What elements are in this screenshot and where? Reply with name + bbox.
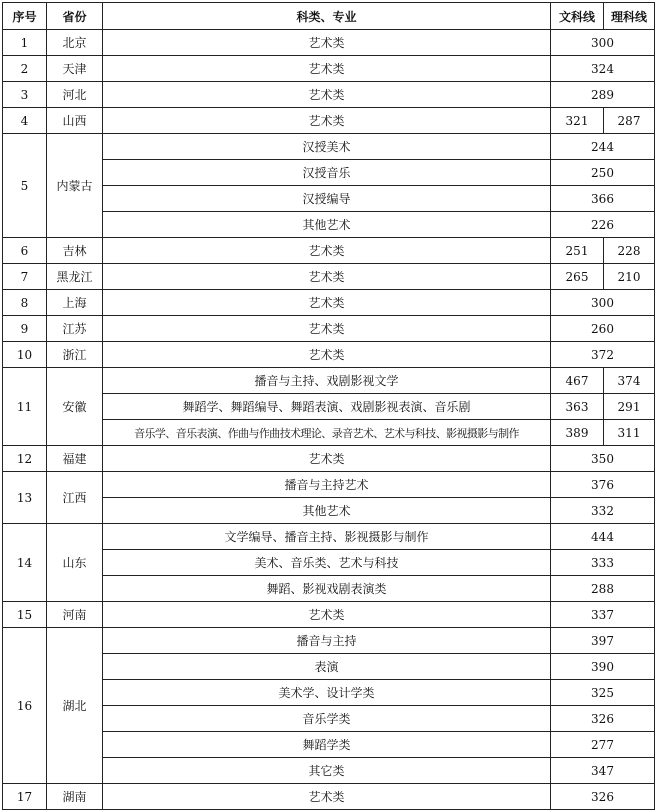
subject-cell: 汉授音乐 (103, 160, 551, 186)
header-arts-line: 文科线 (551, 3, 604, 30)
score-cell: 376 (551, 472, 655, 498)
province-cell: 安徽 (47, 368, 103, 446)
score-cell: 366 (551, 186, 655, 212)
subject-cell: 艺术类 (103, 316, 551, 342)
subject-cell: 艺术类 (103, 342, 551, 368)
province-cell: 江西 (47, 472, 103, 524)
header-no: 序号 (3, 3, 47, 30)
row-number: 3 (3, 82, 47, 108)
province-cell: 湖北 (47, 628, 103, 784)
score-cell: 397 (551, 628, 655, 654)
province-cell: 湖南 (47, 784, 103, 810)
row-number: 14 (3, 524, 47, 602)
arts-score-cell: 467 (551, 368, 604, 394)
row-number: 6 (3, 238, 47, 264)
arts-score-cell: 265 (551, 264, 604, 290)
score-cell: 277 (551, 732, 655, 758)
province-cell: 浙江 (47, 342, 103, 368)
science-score-cell: 311 (604, 420, 655, 446)
subject-cell: 艺术类 (103, 56, 551, 82)
subject-cell: 表演 (103, 654, 551, 680)
province-cell: 江苏 (47, 316, 103, 342)
subject-cell: 音乐学类 (103, 706, 551, 732)
score-cell: 226 (551, 212, 655, 238)
row-number: 9 (3, 316, 47, 342)
row-number: 1 (3, 30, 47, 56)
province-cell: 吉林 (47, 238, 103, 264)
row-number: 8 (3, 290, 47, 316)
subject-cell: 艺术类 (103, 290, 551, 316)
arts-score-cell: 389 (551, 420, 604, 446)
subject-cell: 艺术类 (103, 82, 551, 108)
score-cell: 444 (551, 524, 655, 550)
header-subject: 科类、专业 (103, 3, 551, 30)
score-cell: 324 (551, 56, 655, 82)
subject-cell: 美术学、设计学类 (103, 680, 551, 706)
science-score-cell: 228 (604, 238, 655, 264)
table-row (3, 134, 655, 160)
subject-cell: 艺术类 (103, 108, 551, 134)
arts-score-cell: 363 (551, 394, 604, 420)
province-cell: 河南 (47, 602, 103, 628)
header-province: 省份 (47, 3, 103, 30)
table-row (3, 342, 655, 368)
science-score-cell: 287 (604, 108, 655, 134)
table-row (3, 108, 655, 134)
table-row (3, 238, 655, 264)
row-number: 16 (3, 628, 47, 784)
score-table (2, 2, 655, 810)
subject-cell: 艺术类 (103, 238, 551, 264)
score-cell: 372 (551, 342, 655, 368)
row-number: 17 (3, 784, 47, 810)
province-cell: 福建 (47, 446, 103, 472)
score-cell: 289 (551, 82, 655, 108)
row-number: 2 (3, 56, 47, 82)
subject-cell: 音乐学、音乐表演、作曲与作曲技术理论、录音艺术、艺术与科技、影视摄影与制作 (103, 420, 551, 446)
science-score-cell: 374 (604, 368, 655, 394)
table-row (3, 290, 655, 316)
subject-cell: 艺术类 (103, 30, 551, 56)
row-number: 11 (3, 368, 47, 446)
arts-score-cell: 321 (551, 108, 604, 134)
row-number: 10 (3, 342, 47, 368)
province-cell: 内蒙古 (47, 134, 103, 238)
science-score-cell: 291 (604, 394, 655, 420)
header-row (3, 3, 655, 30)
score-table-container (2, 2, 654, 810)
header-science-line: 理科线 (604, 3, 655, 30)
subject-cell: 播音与主持 (103, 628, 551, 654)
table-row (3, 628, 655, 654)
row-number: 7 (3, 264, 47, 290)
province-cell: 山西 (47, 108, 103, 134)
score-cell: 244 (551, 134, 655, 160)
province-cell: 山东 (47, 524, 103, 602)
score-cell: 325 (551, 680, 655, 706)
row-number: 15 (3, 602, 47, 628)
score-cell: 300 (551, 290, 655, 316)
score-cell: 288 (551, 576, 655, 602)
subject-cell: 播音与主持、戏剧影视文学 (103, 368, 551, 394)
table-row (3, 472, 655, 498)
table-body (3, 30, 655, 810)
subject-cell: 汉授美术 (103, 134, 551, 160)
table-row (3, 524, 655, 550)
subject-cell: 舞蹈、影视戏剧表演类 (103, 576, 551, 602)
score-cell: 337 (551, 602, 655, 628)
subject-cell: 舞蹈学类 (103, 732, 551, 758)
score-cell: 350 (551, 446, 655, 472)
score-cell: 326 (551, 706, 655, 732)
province-cell: 北京 (47, 30, 103, 56)
table-row (3, 602, 655, 628)
row-number: 12 (3, 446, 47, 472)
science-score-cell: 210 (604, 264, 655, 290)
table-row (3, 56, 655, 82)
province-cell: 黑龙江 (47, 264, 103, 290)
subject-cell: 其他艺术 (103, 212, 551, 238)
subject-cell: 舞蹈学、舞蹈编导、舞蹈表演、戏剧影视表演、音乐剧 (103, 394, 551, 420)
table-row (3, 316, 655, 342)
score-cell: 250 (551, 160, 655, 186)
row-number: 13 (3, 472, 47, 524)
score-cell: 326 (551, 784, 655, 810)
score-cell: 333 (551, 550, 655, 576)
subject-cell: 艺术类 (103, 446, 551, 472)
table-row (3, 82, 655, 108)
table-row (3, 446, 655, 472)
province-cell: 上海 (47, 290, 103, 316)
subject-cell: 艺术类 (103, 264, 551, 290)
subject-cell: 其他艺术 (103, 498, 551, 524)
table-row (3, 30, 655, 56)
subject-cell: 汉授编导 (103, 186, 551, 212)
row-number: 5 (3, 134, 47, 238)
subject-cell: 文学编导、播音主持、影视摄影与制作 (103, 524, 551, 550)
subject-cell: 播音与主持艺术 (103, 472, 551, 498)
province-cell: 河北 (47, 82, 103, 108)
table-row (3, 264, 655, 290)
row-number: 4 (3, 108, 47, 134)
score-cell: 332 (551, 498, 655, 524)
score-cell: 260 (551, 316, 655, 342)
table-row (3, 368, 655, 394)
score-cell: 300 (551, 30, 655, 56)
subject-cell: 艺术类 (103, 784, 551, 810)
score-cell: 390 (551, 654, 655, 680)
province-cell: 天津 (47, 56, 103, 82)
subject-cell: 美术、音乐类、艺术与科技 (103, 550, 551, 576)
table-row (3, 784, 655, 810)
subject-cell: 艺术类 (103, 602, 551, 628)
score-cell: 347 (551, 758, 655, 784)
subject-cell: 其它类 (103, 758, 551, 784)
arts-score-cell: 251 (551, 238, 604, 264)
